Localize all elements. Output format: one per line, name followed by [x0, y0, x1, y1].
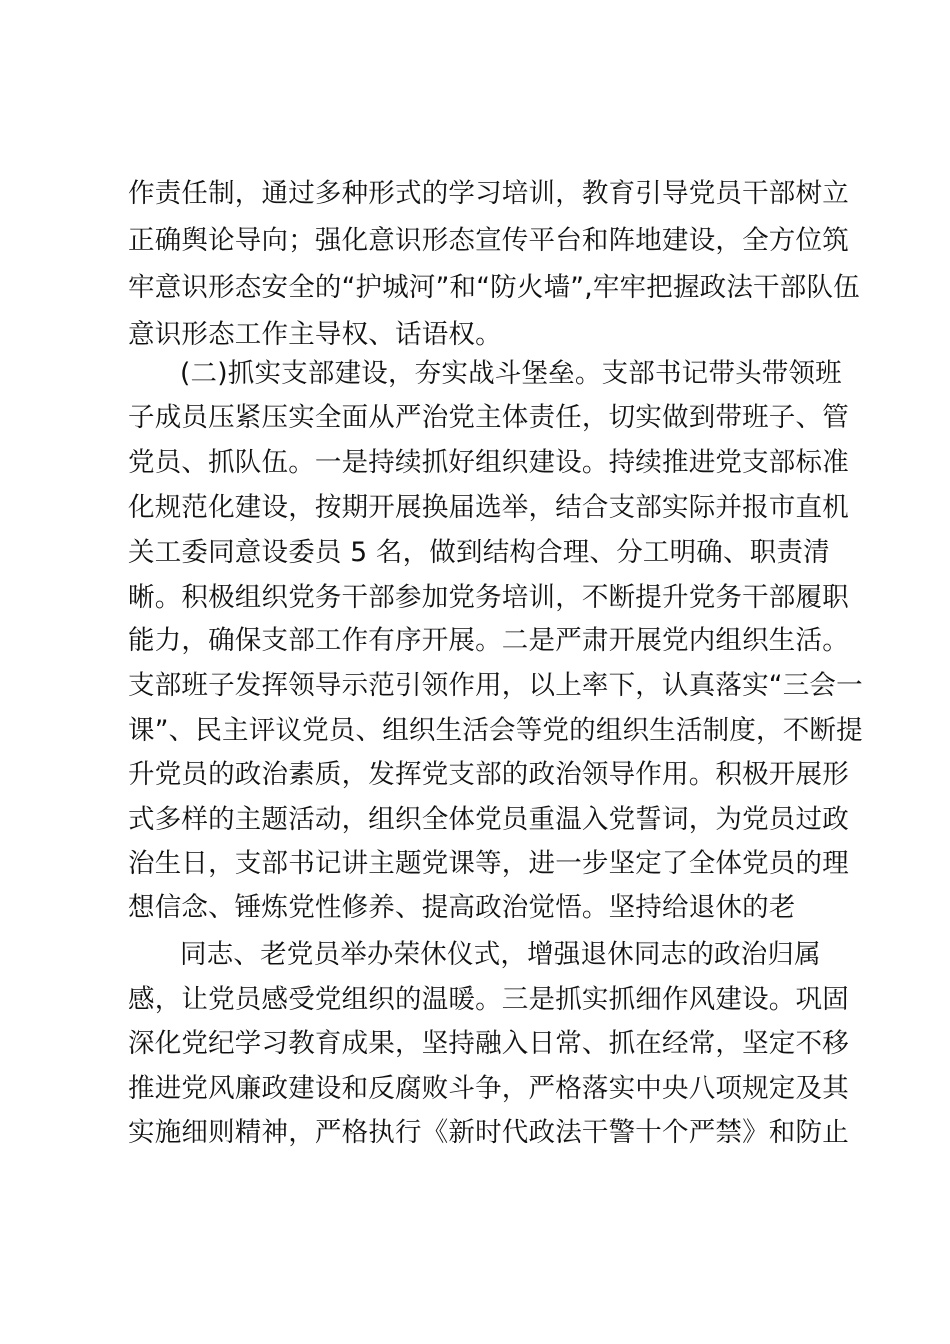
text-line: 支部班子发挥领导示范引领作用，以上率下，认真落实“三会一	[128, 670, 863, 701]
text-line: 化规范化建设，按期开展换届选举，结合支部实际并报市直机	[128, 492, 849, 523]
text-line: 党员、抓队伍。一是持续抓好组织建设。持续推进党支部标准	[128, 447, 849, 478]
text-line: 能力，确保支部工作有序开展。二是严肃开展党内组织生活。	[128, 625, 849, 656]
text-line: 课”、民主评议党员、组织生活会等党的组织生活制度，不断提	[128, 715, 863, 746]
text-line: 晰。积极组织党务干部参加党务培训，不断提升党务干部履职	[128, 582, 849, 613]
text-line: 子成员压紧压实全面从严治党主体责任，切实做到带班子、管	[128, 402, 849, 433]
text-line: 同志、老党员举办荣休仪式，增强退休同志的政治归属	[180, 939, 821, 970]
text-line: 深化党纪学习教育成果，坚持融入日常、抓在经常，坚定不移	[128, 1028, 849, 1059]
text-line: 治生日，支部书记讲主题党课等，进一步坚定了全体党员的理	[128, 848, 849, 879]
text-line: 推进党风廉政建设和反腐败斗争，严格落实中央八项规定及其	[128, 1073, 849, 1104]
text-line: 正确舆论导向；强化意识形态宣传平台和阵地建设，全方位筑	[128, 225, 849, 256]
text-line: 感，让党员感受党组织的温暖。三是抓实抓细作风建设。巩固	[128, 984, 849, 1015]
text-line: 想信念、锤炼党性修养、提高政治觉悟。坚持给退休的老	[128, 892, 796, 923]
text-line: 关工委同意设委员 5 名，做到结构合理、分工明确、职责清	[128, 537, 830, 568]
text-line: 式多样的主题活动，组织全体党员重温入党誓词，为党员过政	[128, 804, 849, 835]
text-line: 意识形态工作主导权、话语权。	[128, 319, 502, 350]
text-line: 实施细则精神，严格执行《新时代政法干警十个严禁》和防止	[128, 1117, 849, 1148]
text-line: (二)抓实支部建设，夯实战斗堡垒。支部书记带头带领班	[180, 358, 842, 389]
text-line: 升党员的政治素质，发挥党支部的政治领导作用。积极开展形	[128, 759, 849, 790]
text-line: 牢意识形态安全的“护城河”和“防火墙”,牢牢把握政法干部队伍	[128, 272, 860, 303]
text-line: 作责任制，通过多种形式的学习培训，教育引导党员干部树立	[128, 178, 849, 209]
